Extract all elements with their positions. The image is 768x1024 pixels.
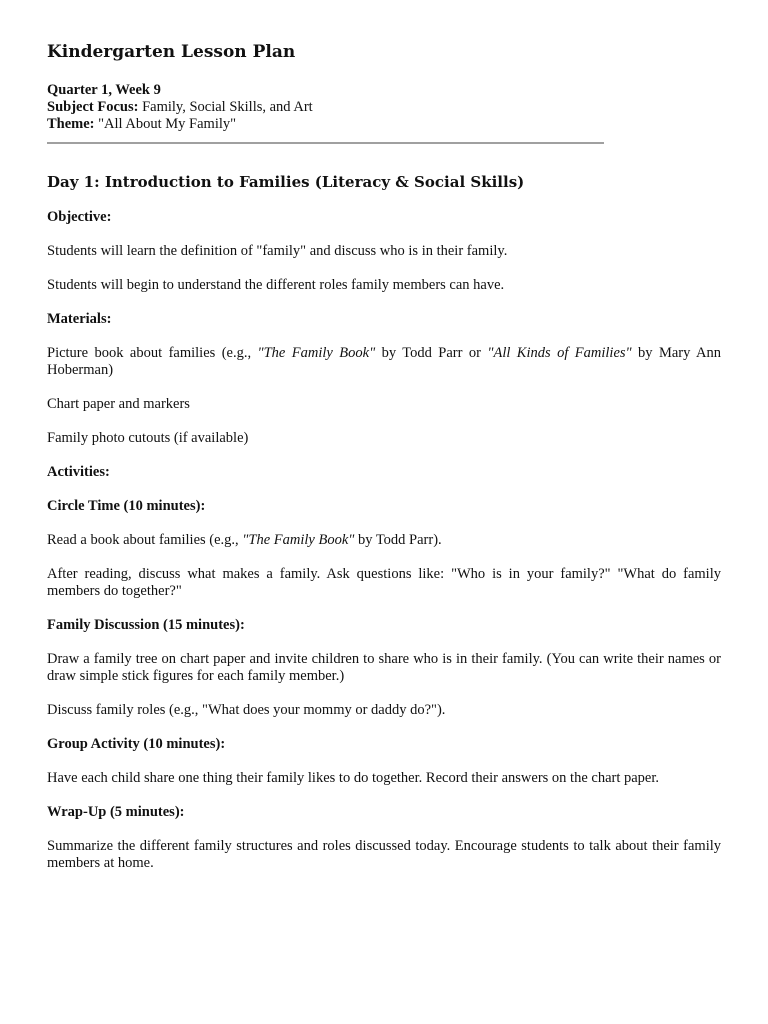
- materials-book-post: by Mary Ann Hoberman): [47, 345, 721, 378]
- objective-label: Objective:: [47, 209, 112, 225]
- materials-item-book: [47, 345, 721, 379]
- circle-time-line: [47, 532, 721, 549]
- lesson-plan-document: [47, 40, 721, 872]
- objective-item: Students will learn the definition of "family" and discuss who is in their family.: [47, 243, 508, 259]
- circle-time-post: by Todd Parr).: [354, 532, 442, 548]
- subject-focus-line: [47, 99, 721, 116]
- circle-time-pre: Read a book about families (e.g.,: [47, 532, 243, 548]
- wrap-up-line: Summarize the different family structures and roles discussed today. Encourage students to talk about their family members at home.: [47, 838, 721, 871]
- book-title: "All Kinds of Families": [487, 345, 632, 361]
- objective-item: Students will begin to understand the different roles family members can have.: [47, 277, 505, 293]
- page-title: Kindergarten Lesson Plan: [47, 42, 296, 62]
- theme-line: [47, 116, 721, 133]
- section-divider: [47, 142, 604, 144]
- materials-book-mid: by Todd Parr or: [375, 345, 488, 361]
- materials-item: Chart paper and markers: [47, 396, 190, 412]
- materials-book-pre: Picture book about families (e.g.,: [47, 345, 258, 361]
- quarter-week: Quarter 1, Week 9: [47, 82, 161, 98]
- materials-item: Family photo cutouts (if available): [47, 430, 249, 446]
- circle-time-line: After reading, discuss what makes a family. Ask questions like: "Who is in your family?" "What do family members do together?": [47, 566, 721, 599]
- book-title: "The Family Book": [242, 532, 355, 548]
- materials-label: Materials:: [47, 311, 112, 327]
- subject-focus-label: Subject Focus:: [47, 99, 139, 115]
- family-discussion-line: Discuss family roles (e.g., "What does your mommy or daddy do?").: [47, 702, 446, 718]
- circle-time-label: Circle Time (10 minutes):: [47, 498, 206, 514]
- theme-label: Theme:: [47, 116, 95, 132]
- subject-focus-value: Family, Social Skills, and Art: [138, 99, 313, 115]
- family-discussion-label: Family Discussion (15 minutes):: [47, 617, 245, 633]
- activities-label: Activities:: [47, 464, 110, 480]
- group-activity-line: Have each child share one thing their family likes to do together. Record their answers on the chart paper.: [47, 770, 660, 786]
- day1-heading: Day 1: Introduction to Families (Literacy & Social Skills): [47, 173, 525, 191]
- meta-block: [47, 82, 721, 133]
- book-title: "The Family Book": [257, 345, 376, 361]
- theme-value: "All About My Family": [94, 116, 237, 132]
- wrap-up-label: Wrap-Up (5 minutes):: [47, 804, 185, 820]
- group-activity-label: Group Activity (10 minutes):: [47, 736, 226, 752]
- family-discussion-line: Draw a family tree on chart paper and invite children to share who is in their family. (You can write their names or draw simple stick figures for each family member.): [47, 651, 721, 684]
